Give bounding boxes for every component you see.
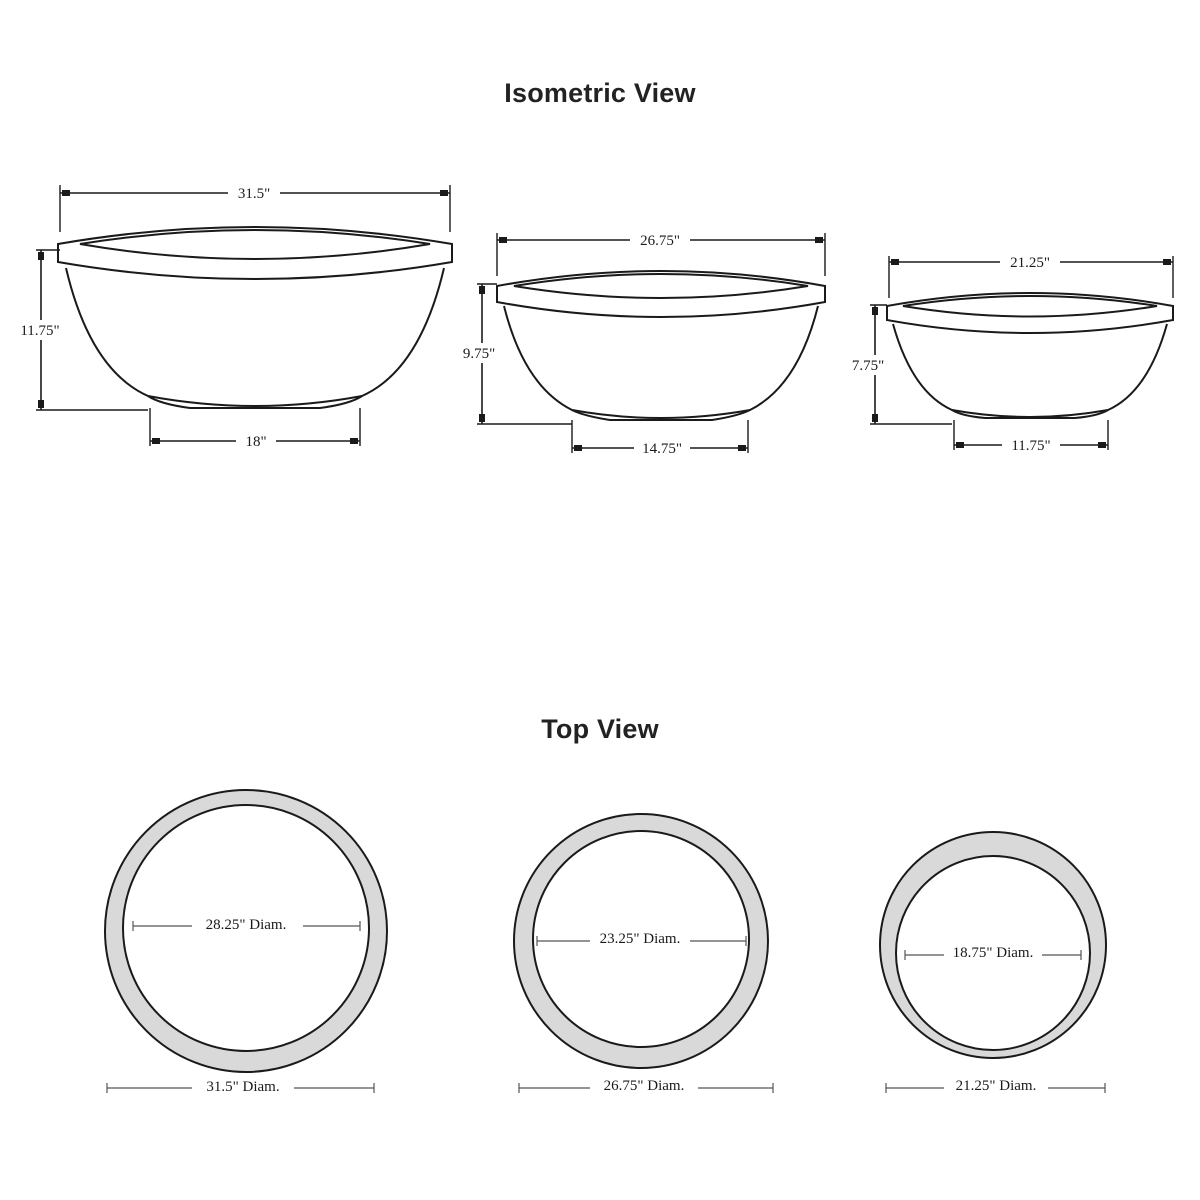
- iso-medium-base-label: 14.75": [642, 441, 682, 457]
- iso-bowl-small: [870, 256, 1173, 450]
- top-medium-inner-label: 23.25" Diam.: [599, 931, 681, 947]
- top-bowl-large: [105, 790, 387, 1093]
- top-small-outer-label: 21.25" Diam.: [955, 1078, 1037, 1094]
- iso-medium-width-label: 26.75": [640, 233, 680, 249]
- top-small-inner-label: 18.75" Diam.: [952, 945, 1034, 961]
- iso-medium-height-label: 9.75": [462, 346, 496, 362]
- top-bowl-small: [880, 832, 1106, 1093]
- top-large-outer-label: 31.5" Diam.: [206, 1079, 280, 1095]
- iso-large-height-label: 11.75": [20, 323, 60, 339]
- top-medium-outer-label: 26.75" Diam.: [603, 1078, 685, 1094]
- isometric-view-title: Isometric View: [504, 78, 696, 108]
- iso-bowl-large: [36, 185, 452, 446]
- iso-small-width-label: 21.25": [1010, 255, 1050, 271]
- iso-large-width-label: 31.5": [237, 186, 271, 202]
- top-large-inner-label: 28.25" Diam.: [205, 917, 287, 933]
- iso-small-base-label: 11.75": [1011, 438, 1051, 454]
- iso-small-height-label: 7.75": [851, 358, 885, 374]
- iso-large-base-label: 18": [245, 434, 267, 450]
- iso-bowl-medium: [477, 233, 825, 453]
- top-view-title: Top View: [541, 714, 659, 744]
- top-bowl-medium: [514, 814, 773, 1093]
